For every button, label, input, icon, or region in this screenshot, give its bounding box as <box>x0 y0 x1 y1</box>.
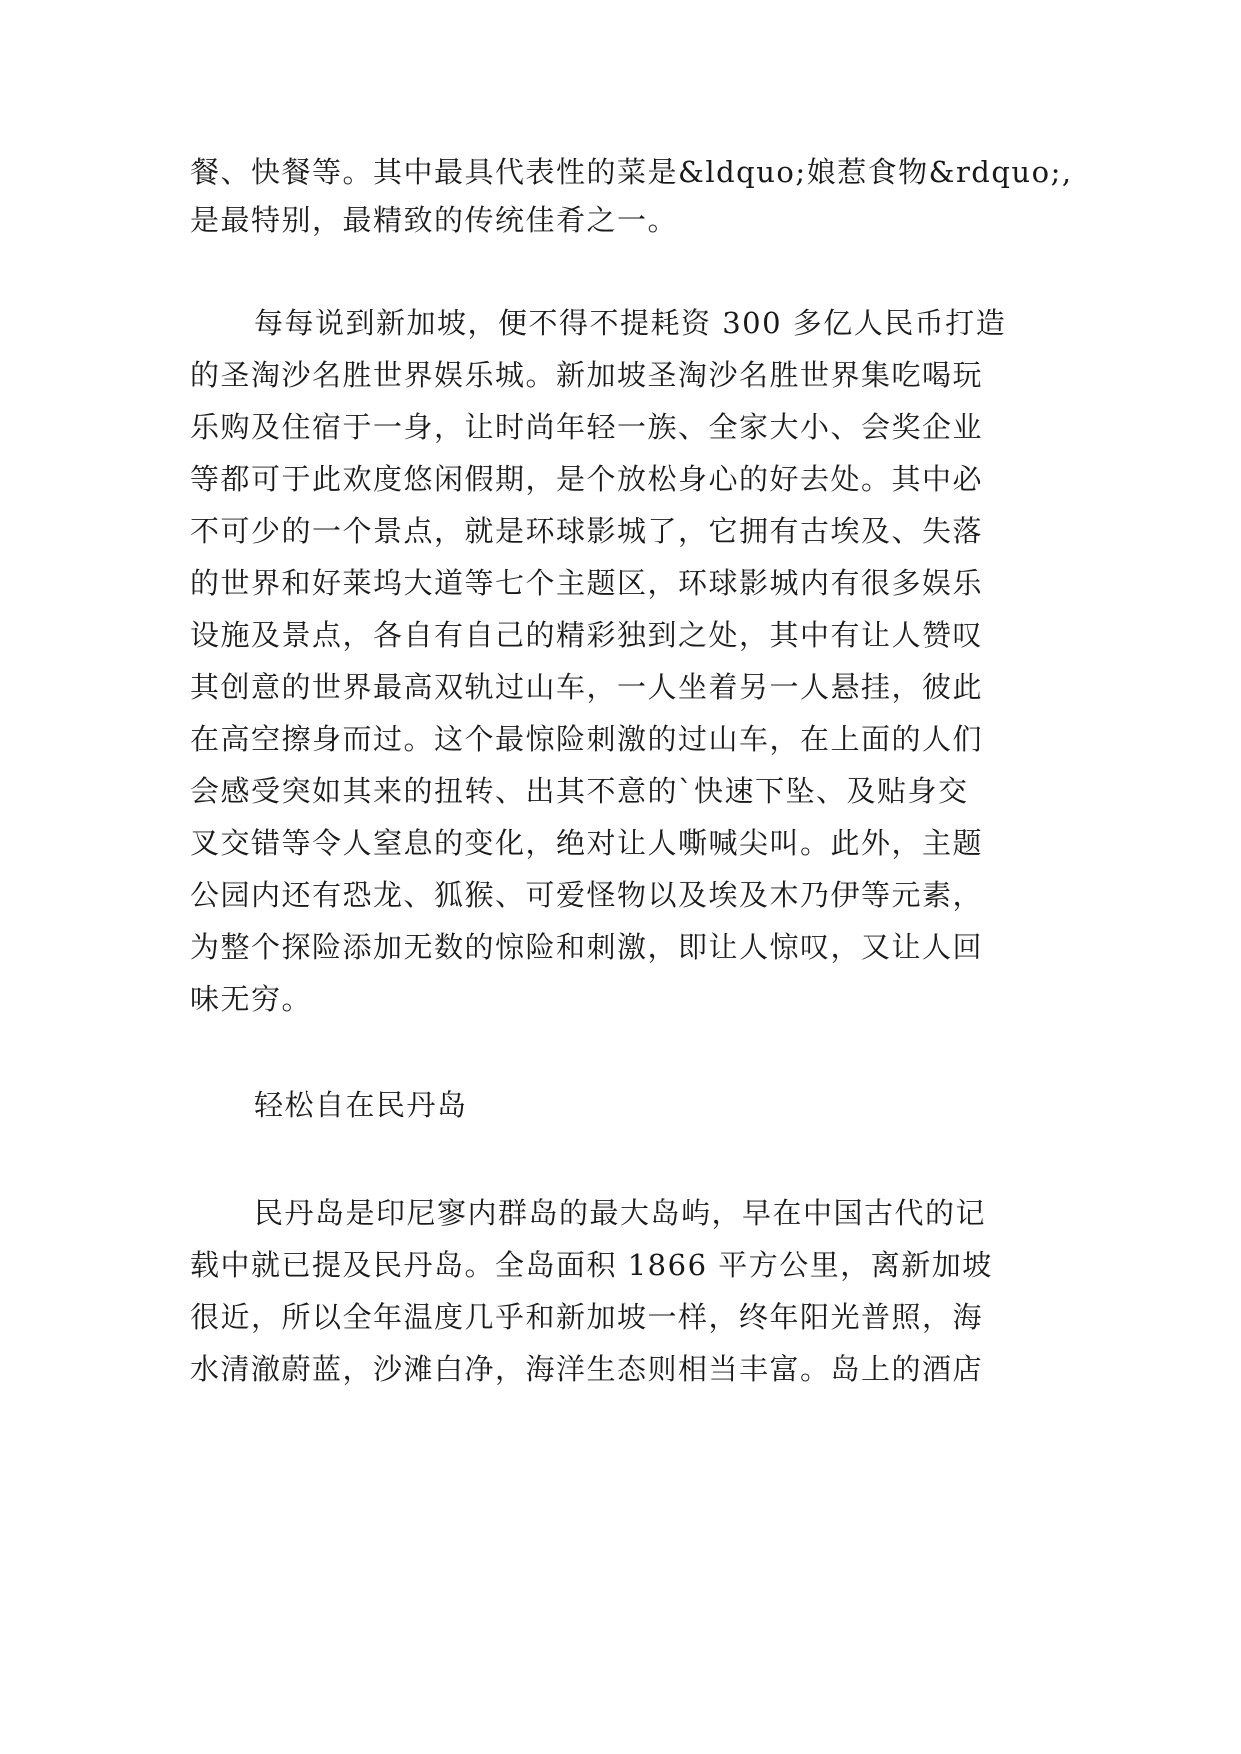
paragraph-1-line-1: 餐、快餐等。其中最具代表性的菜是&ldquo;娘惹食物&rdquo;, <box>190 155 1073 189</box>
section-heading: 轻松自在民丹岛 <box>254 1088 468 1122</box>
paragraph-2-line-13: 为整个探险添加无数的惊险和刺激，即让人惊叹，又让人回 <box>190 930 984 964</box>
paragraph-2-line-2: 的圣淘沙名胜世界娱乐城。新加坡圣淘沙名胜世界集吃喝玩 <box>190 358 984 392</box>
paragraph-3-line-4: 水清澈蔚蓝，沙滩白净，海洋生态则相当丰富。岛上的酒店 <box>190 1352 984 1386</box>
paragraph-2-line-4: 等都可于此欢度悠闲假期，是个放松身心的好去处。其中必 <box>190 462 984 496</box>
paragraph-3-line-1: 民丹岛是印尼寥内群岛的最大岛屿，早在中国古代的记 <box>254 1196 987 1230</box>
paragraph-1-line-2: 是最特别，最精致的传统佳肴之一。 <box>190 203 679 237</box>
paragraph-2-line-5: 不可少的一个景点，就是环球影城了，它拥有古埃及、失落 <box>190 514 984 548</box>
paragraph-2-line-6: 的世界和好莱坞大道等七个主题区，环球影城内有很多娱乐 <box>190 566 984 600</box>
paragraph-2-line-8: 其创意的世界最高双轨过山车，一人坐着另一人悬挂，彼此 <box>190 670 984 704</box>
paragraph-2-line-10: 会感受突如其来的扭转、出其不意的`快速下坠、及贴身交 <box>190 774 969 808</box>
paragraph-2-line-12: 公园内还有恐龙、狐猴、可爱怪物以及埃及木乃伊等元素， <box>190 878 984 912</box>
paragraph-2-line-3: 乐购及住宿于一身，让时尚年轻一族、全家大小、会奖企业 <box>190 410 984 444</box>
paragraph-3-line-2: 载中就已提及民丹岛。全岛面积 1866 平方公里，离新加坡 <box>190 1248 993 1282</box>
paragraph-2-line-7: 设施及景点，各自有自己的精彩独到之处，其中有让人赞叹 <box>190 618 984 652</box>
paragraph-3-line-3: 很近，所以全年温度几乎和新加坡一样，终年阳光普照，海 <box>190 1300 984 1334</box>
paragraph-2-line-1: 每每说到新加坡，便不得不提耗资 300 多亿人民币打造 <box>254 306 1007 340</box>
paragraph-2-line-9: 在高空擦身而过。这个最惊险刺激的过山车，在上面的人们 <box>190 722 984 756</box>
paragraph-2-line-14: 味无穷。 <box>190 982 313 1016</box>
paragraph-2-line-11: 叉交错等令人窒息的变化，绝对让人嘶喊尖叫。此外，主题 <box>190 826 984 860</box>
